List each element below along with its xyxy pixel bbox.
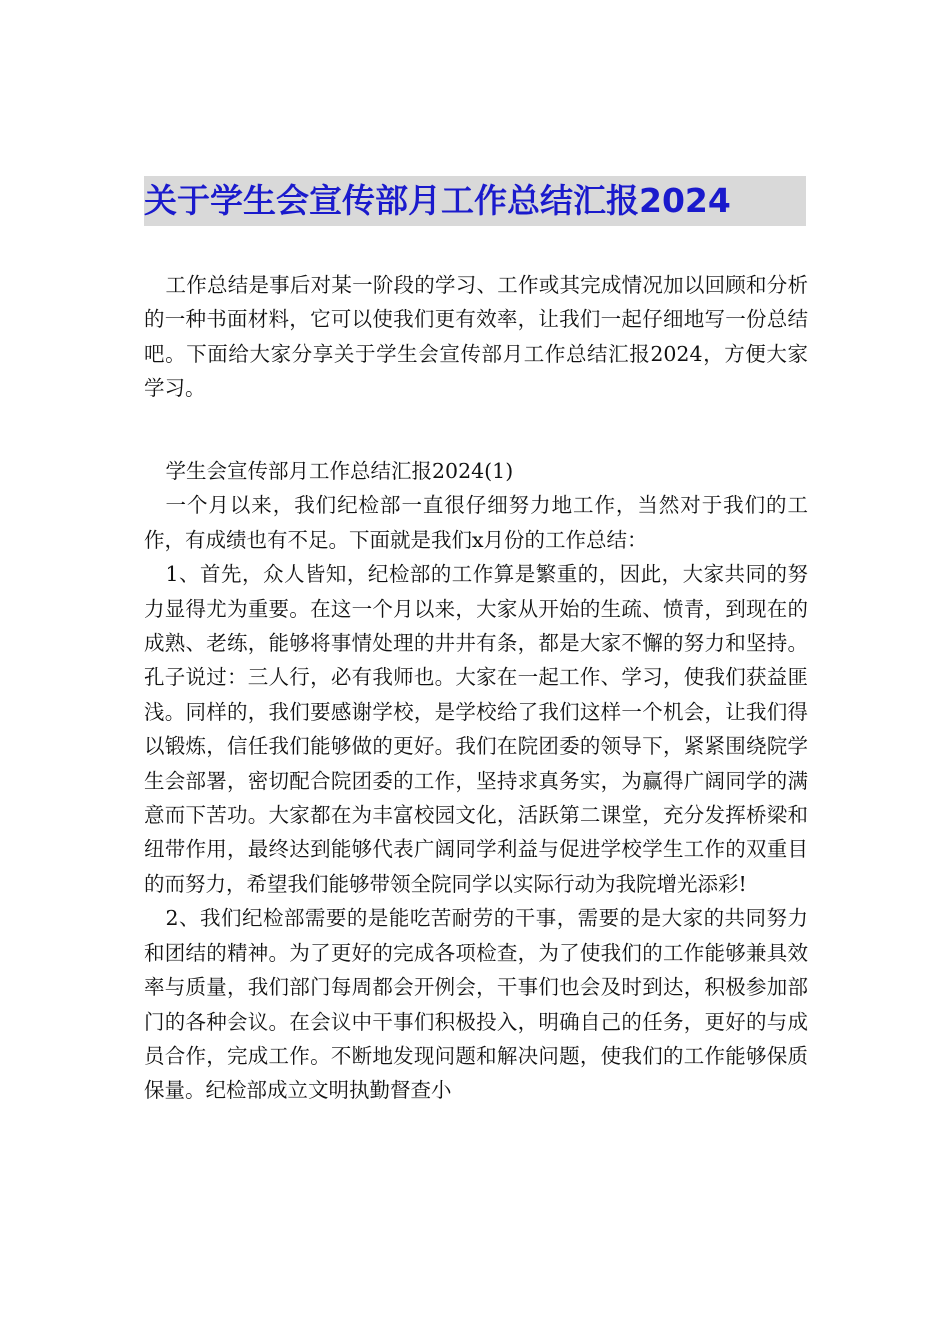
section-heading: 学生会宣传部月工作总结汇报2024(1) [165,459,514,483]
paragraph-2: 1、首先，众人皆知，纪检部的工作算是繁重的，因此，大家共同的努力显得尤为重要。在这一个月以来，大家从开始的生疏、愤青，到现在的成熟、老练，能够将事情处理的井井有条，都是大家不懈的努力和坚持。孔子说过：三人行，必有我师也。大家在一起工作、学习，使我们获益匪浅。同样的，我们要感谢学校，是学校给了我们这样一个机会，让我们得以锻炼，信任我们能够做的更好。我们在院团委的领导下，紧紧围绕院学生会部署，密切配合院团委的工作，坚持求真务实，为赢得广阔同学的满意而下苦功。大家都在为丰富校园文化，活跃第二课堂，充分发挥桥梁和纽带作用，最终达到能够代表广阔同学利益与促进学校学生工作的双重目的而努力，希望我们能够带领全院同学以实际行动为我院增光添彩! [144,562,808,896]
document-title: 关于学生会宣传部月工作总结汇报2024 [144,181,731,220]
title-highlight [144,176,806,226]
intro-block [144,268,808,406]
paragraph-3: 2、我们纪检部需要的是能吃苦耐劳的干事，需要的是大家的共同努力和团结的精神。为了更好的完成各项检查，为了使我们的工作能够兼具效率与质量，我们部门每周都会开例会，干事们也会及时到达，积极参加部门的各种会议。在会议中干事们积极投入，明确自己的任务，更好的与成员合作，完成工作。不断地发现问题和解决问题，使我们的工作能够保质保量。纪检部成立文明执勤督查小 [144,906,808,1103]
intro-paragraph: 工作总结是事后对某一阶段的学习、工作或其完成情况加以回顾和分析的一种书面材料，它可以使我们更有效率，让我们一起仔细地写一份总结吧。下面给大家分享关于学生会宣传部月工作总结汇报2024，方便大家学习。 [144,273,808,401]
section-block [144,454,808,1108]
paragraph-1: 一个月以来，我们纪检部一直很仔细努力地工作，当然对于我们的工作，有成绩也有不足。下面就是我们x月份的工作总结： [144,493,808,552]
